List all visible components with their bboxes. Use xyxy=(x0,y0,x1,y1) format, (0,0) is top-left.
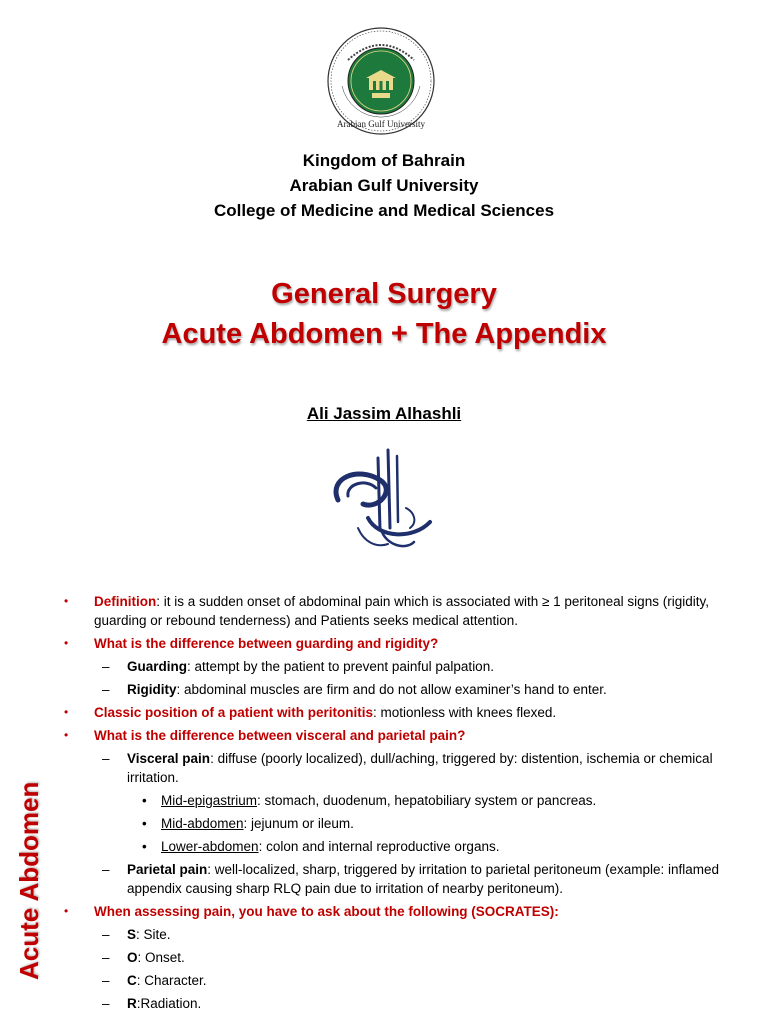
header-university: Arabian Gulf University xyxy=(289,176,479,195)
radiation-term: R xyxy=(127,996,137,1011)
parietal-term: Parietal pain xyxy=(127,862,208,877)
mid-epigastrium-text: : stomach, duodenum, hepatobiliary system or pancreas. xyxy=(257,793,597,808)
dash-marker: – xyxy=(102,659,110,674)
dash-marker: – xyxy=(102,996,110,1011)
definition-term: Definition xyxy=(94,594,157,609)
calligraphy-emblem xyxy=(318,438,448,568)
bullet-marker: • xyxy=(64,904,69,918)
title-line-2: Acute Abdomen + The Appendix xyxy=(161,318,607,350)
list-item-mid-abdomen xyxy=(64,814,734,833)
dash-marker: – xyxy=(102,950,110,965)
list-item-rigidity xyxy=(64,680,734,699)
list-item-visceral-question xyxy=(64,726,734,745)
dash-marker: – xyxy=(102,862,110,877)
guarding-term: Guarding xyxy=(127,659,187,674)
notes-content xyxy=(64,592,734,1017)
bullet-marker: • xyxy=(64,636,69,650)
classic-position-text: : motionless with knees flexed. xyxy=(373,705,557,720)
sub-bullet-marker: • xyxy=(142,793,147,808)
list-item-mid-epigastrium xyxy=(64,791,734,810)
dash-marker: – xyxy=(102,682,110,697)
list-item-classic-position xyxy=(64,703,734,722)
visceral-text: : diffuse (poorly localized), dull/aching, triggered by: distention, ischemia or chemical irritation. xyxy=(127,751,713,785)
list-item-radiation xyxy=(64,994,734,1013)
bullet-marker: • xyxy=(64,728,69,742)
mid-abdomen-term: Mid-abdomen xyxy=(161,816,244,831)
document-title xyxy=(0,274,768,354)
header-country: Kingdom of Bahrain xyxy=(302,151,466,170)
visceral-question: What is the difference between visceral and parietal pain? xyxy=(94,728,466,743)
rigidity-term: Rigidity xyxy=(127,682,177,697)
list-item-onset xyxy=(64,948,734,967)
guarding-question: What is the difference between guarding and rigidity? xyxy=(94,636,439,651)
guarding-text: : attempt by the patient to prevent painful palpation. xyxy=(187,659,494,674)
character-text: : Character. xyxy=(136,973,207,988)
university-seal-logo xyxy=(326,26,436,136)
sub-bullet-marker: • xyxy=(142,839,147,854)
classic-position-term: Classic position of a patient with peritonitis xyxy=(94,705,374,720)
lower-abdomen-term: Lower-abdomen xyxy=(161,839,259,854)
list-item-site xyxy=(64,925,734,944)
site-text: : Site. xyxy=(136,927,171,942)
dash-marker: – xyxy=(102,927,110,942)
list-item-visceral-pain xyxy=(64,749,734,787)
mid-epigastrium-term: Mid-epigastrium xyxy=(161,793,258,808)
character-term: C xyxy=(127,973,137,988)
header-college: College of Medicine and Medical Sciences xyxy=(213,201,555,220)
title-line-1: General Surgery xyxy=(271,278,497,310)
dash-marker: – xyxy=(102,751,110,766)
list-item-character xyxy=(64,971,734,990)
onset-text: : Onset. xyxy=(137,950,185,965)
sub-bullet-marker: • xyxy=(142,816,147,831)
rigidity-text: : abdominal muscles are firm and do not allow examiner’s hand to enter. xyxy=(176,682,607,697)
parietal-text: : well-localized, sharp, triggered by irritation to parietal peritoneum (example: inflamed appendix causing sharp RLQ pain due to irritation of nearby peritoneum). xyxy=(127,862,720,896)
list-item-guarding xyxy=(64,657,734,676)
lower-abdomen-text: : colon and internal reproductive organs. xyxy=(258,839,500,854)
list-item-parietal-pain xyxy=(64,860,734,898)
onset-term: O xyxy=(127,950,138,965)
visceral-term: Visceral pain xyxy=(127,751,211,766)
list-item-socrates-question xyxy=(64,902,734,921)
site-term: S xyxy=(127,927,137,942)
list-item-guarding-question xyxy=(64,634,734,653)
list-item-definition xyxy=(64,592,734,630)
list-item-lower-abdomen xyxy=(64,837,734,856)
radiation-text: :Radiation. xyxy=(136,996,202,1011)
dash-marker: – xyxy=(102,973,110,988)
bullet-marker: • xyxy=(64,705,69,719)
institution-header xyxy=(0,148,768,223)
definition-text: : it is a sudden onset of abdominal pain which is associated with ≥ 1 peritoneal signs (rigidity, guarding or rebound tenderness) and Patients seeks medical attention. xyxy=(94,594,709,628)
author-name: Ali Jassim Alhashli xyxy=(306,404,462,423)
mid-abdomen-text: : jejunum or ileum. xyxy=(243,816,354,831)
side-section-title: Acute Abdomen xyxy=(14,781,44,980)
bullet-marker: • xyxy=(64,594,69,608)
socrates-question: When assessing pain, you have to ask about the following (SOCRATES): xyxy=(94,904,559,919)
seal-caption: Arabian Gulf University xyxy=(337,119,425,129)
